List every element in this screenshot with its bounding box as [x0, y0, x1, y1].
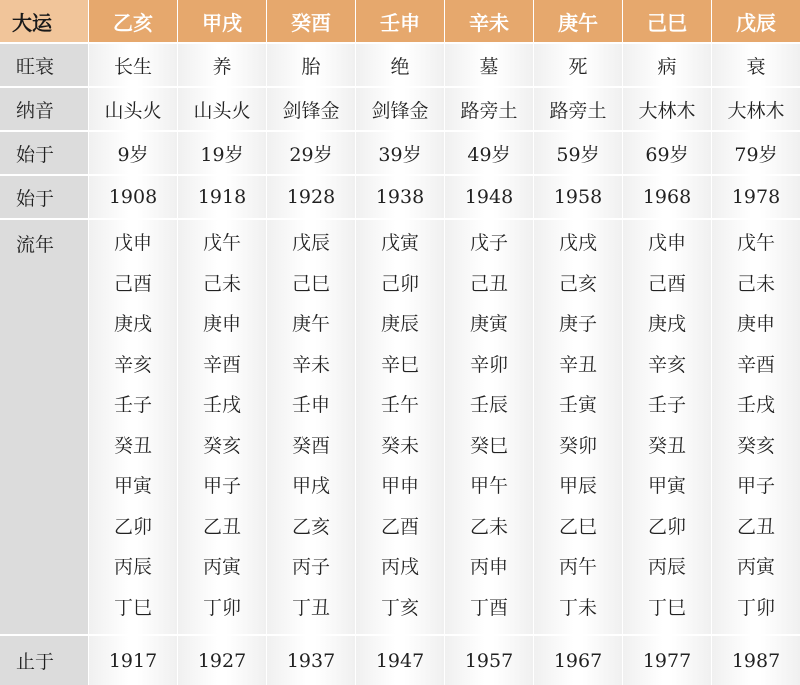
- liunian-year: 己酉: [647, 272, 686, 295]
- liunian-year: 辛酉: [202, 353, 241, 376]
- start-age-cell: 69岁: [623, 132, 711, 174]
- liunian-year: 癸亥: [202, 434, 241, 457]
- start-year-cell: 1958: [534, 176, 622, 218]
- wangshuai-cell: 衰: [712, 44, 800, 86]
- liunian-column: [534, 220, 622, 634]
- liunian-year: 庚午: [291, 313, 330, 335]
- liunian-year: 丁卯: [202, 596, 241, 619]
- liunian-year: 甲戌: [291, 475, 330, 497]
- wangshuai-cell: 胎: [267, 44, 355, 86]
- liunian-year: 庚申: [202, 313, 241, 335]
- liunian-year: 壬申: [291, 394, 330, 416]
- end-year-cell: 1977: [623, 636, 711, 685]
- end-year-cell: 1947: [356, 636, 444, 685]
- liunian-year: 戊子: [469, 232, 508, 254]
- liunian-year: 丁巳: [113, 596, 152, 619]
- nayin-cell: 山头火: [178, 88, 266, 130]
- liunian-year: 癸丑: [113, 434, 152, 457]
- liunian-year: 戊午: [736, 232, 775, 254]
- liunian-year: 丙午: [558, 556, 597, 578]
- liunian-year: 辛亥: [647, 353, 686, 376]
- header-dayun-5: 辛未: [445, 0, 533, 42]
- start-year-cell: 1928: [267, 176, 355, 218]
- liunian-year: 乙卯: [647, 515, 686, 538]
- liunian-year: 丁亥: [380, 596, 419, 619]
- header-dayun-2: 甲戌: [178, 0, 266, 42]
- liunian-year: 甲寅: [647, 475, 686, 497]
- liunian-year: 壬午: [380, 394, 419, 416]
- start-year-cell: 1938: [356, 176, 444, 218]
- liunian-year: 己卯: [380, 272, 419, 295]
- end-year-cell: 1967: [534, 636, 622, 685]
- nayin-cell: 路旁土: [534, 88, 622, 130]
- liunian-year: 乙巳: [558, 515, 597, 538]
- end-year-cell: 1937: [267, 636, 355, 685]
- nayin-cell: 路旁土: [445, 88, 533, 130]
- wangshuai-label: 旺衰: [0, 44, 88, 86]
- liunian-year: 己丑: [469, 272, 508, 295]
- start-age-cell: 49岁: [445, 132, 533, 174]
- nayin-cell: 山头火: [89, 88, 177, 130]
- liunian-year: 己未: [736, 272, 775, 295]
- liunian-year: 丙辰: [113, 556, 152, 578]
- liunian-column: [356, 220, 444, 634]
- liunian-column: [623, 220, 711, 634]
- wangshuai-cell: 病: [623, 44, 711, 86]
- header-dayun-7: 己巳: [623, 0, 711, 42]
- nayin-cell: 大林木: [712, 88, 800, 130]
- liunian-label: 流年: [0, 220, 88, 634]
- liunian-year: 戊午: [202, 232, 241, 254]
- end-year-cell: 1927: [178, 636, 266, 685]
- liunian-year: 戊辰: [291, 232, 330, 254]
- header-corner-label: 大运: [0, 0, 88, 42]
- liunian-year: 庚申: [736, 313, 775, 335]
- liunian-year: 辛卯: [469, 353, 508, 376]
- liunian-year: 癸亥: [736, 434, 775, 457]
- liunian-year: 辛酉: [736, 353, 775, 376]
- header-dayun-6: 庚午: [534, 0, 622, 42]
- start-year-label: 始于: [0, 176, 88, 218]
- liunian-year: 己巳: [291, 272, 330, 295]
- nayin-label: 纳音: [0, 88, 88, 130]
- liunian-year: 甲子: [202, 475, 241, 497]
- liunian-year: 戊申: [647, 232, 686, 254]
- liunian-year: 壬子: [113, 394, 152, 416]
- liunian-year: 辛巳: [380, 353, 419, 376]
- wangshuai-cell: 长生: [89, 44, 177, 86]
- liunian-year: 甲子: [736, 475, 775, 497]
- liunian-year: 乙亥: [291, 515, 330, 538]
- liunian-year: 甲寅: [113, 475, 152, 497]
- liunian-column: [712, 220, 800, 634]
- liunian-year: 丙申: [469, 556, 508, 578]
- liunian-year: 丁巳: [647, 596, 686, 619]
- liunian-year: 壬辰: [469, 394, 508, 416]
- liunian-year: 庚戌: [113, 313, 152, 335]
- liunian-column: [178, 220, 266, 634]
- end-year-cell: 1957: [445, 636, 533, 685]
- start-age-label: 始于: [0, 132, 88, 174]
- start-age-cell: 79岁: [712, 132, 800, 174]
- end-year-label: 止于: [0, 636, 88, 685]
- wangshuai-cell: 养: [178, 44, 266, 86]
- liunian-year: 丙子: [291, 556, 330, 578]
- wangshuai-cell: 墓: [445, 44, 533, 86]
- liunian-year: 甲辰: [558, 475, 597, 497]
- liunian-column: [445, 220, 533, 634]
- liunian-year: 庚寅: [469, 313, 508, 335]
- liunian-year: 癸卯: [558, 434, 597, 457]
- liunian-year: 己未: [202, 272, 241, 295]
- liunian-year: 己亥: [558, 272, 597, 295]
- start-age-cell: 39岁: [356, 132, 444, 174]
- header-dayun-3: 癸酉: [267, 0, 355, 42]
- liunian-year: 辛亥: [113, 353, 152, 376]
- liunian-year: 辛丑: [558, 353, 597, 376]
- start-year-cell: 1968: [623, 176, 711, 218]
- start-year-cell: 1918: [178, 176, 266, 218]
- liunian-year: 庚子: [558, 313, 597, 335]
- start-age-cell: 19岁: [178, 132, 266, 174]
- liunian-year: 壬子: [647, 394, 686, 416]
- liunian-year: 乙未: [469, 515, 508, 538]
- liunian-year: 己酉: [113, 272, 152, 295]
- liunian-year: 丙戌: [380, 556, 419, 578]
- liunian-year: 丁丑: [291, 596, 330, 619]
- wangshuai-cell: 绝: [356, 44, 444, 86]
- nayin-cell: 剑锋金: [267, 88, 355, 130]
- liunian-year: 壬寅: [558, 394, 597, 416]
- liunian-column: [89, 220, 177, 634]
- start-year-cell: 1908: [89, 176, 177, 218]
- liunian-year: 戊申: [113, 232, 152, 254]
- start-age-cell: 29岁: [267, 132, 355, 174]
- liunian-column: [267, 220, 355, 634]
- liunian-year: 乙丑: [736, 515, 775, 538]
- end-year-cell: 1917: [89, 636, 177, 685]
- liunian-year: 壬戌: [736, 394, 775, 416]
- liunian-year: 丁酉: [469, 596, 508, 619]
- liunian-year: 癸巳: [469, 434, 508, 457]
- liunian-year: 戊寅: [380, 232, 419, 254]
- start-age-cell: 9岁: [89, 132, 177, 174]
- start-year-cell: 1948: [445, 176, 533, 218]
- wangshuai-cell: 死: [534, 44, 622, 86]
- liunian-year: 乙酉: [380, 515, 419, 538]
- liunian-year: 癸丑: [647, 434, 686, 457]
- liunian-year: 丙寅: [736, 556, 775, 578]
- liunian-year: 庚辰: [380, 313, 419, 335]
- liunian-year: 丁卯: [736, 596, 775, 619]
- liunian-year: 甲申: [380, 475, 419, 497]
- liunian-year: 乙丑: [202, 515, 241, 538]
- end-year-cell: 1987: [712, 636, 800, 685]
- liunian-year: 庚戌: [647, 313, 686, 335]
- liunian-year: 癸未: [380, 434, 419, 457]
- liunian-year: 戊戌: [558, 232, 597, 254]
- liunian-year: 癸酉: [291, 434, 330, 457]
- header-dayun-8: 戊辰: [712, 0, 800, 42]
- liunian-year: 辛未: [291, 353, 330, 376]
- nayin-cell: 剑锋金: [356, 88, 444, 130]
- liunian-year: 甲午: [469, 475, 508, 497]
- start-year-cell: 1978: [712, 176, 800, 218]
- nayin-cell: 大林木: [623, 88, 711, 130]
- header-dayun-1: 乙亥: [89, 0, 177, 42]
- liunian-year: 丙寅: [202, 556, 241, 578]
- header-dayun-4: 壬申: [356, 0, 444, 42]
- liunian-year: 乙卯: [113, 515, 152, 538]
- liunian-year: 丙辰: [647, 556, 686, 578]
- start-age-cell: 59岁: [534, 132, 622, 174]
- liunian-year: 壬戌: [202, 394, 241, 416]
- liunian-year: 丁未: [558, 596, 597, 619]
